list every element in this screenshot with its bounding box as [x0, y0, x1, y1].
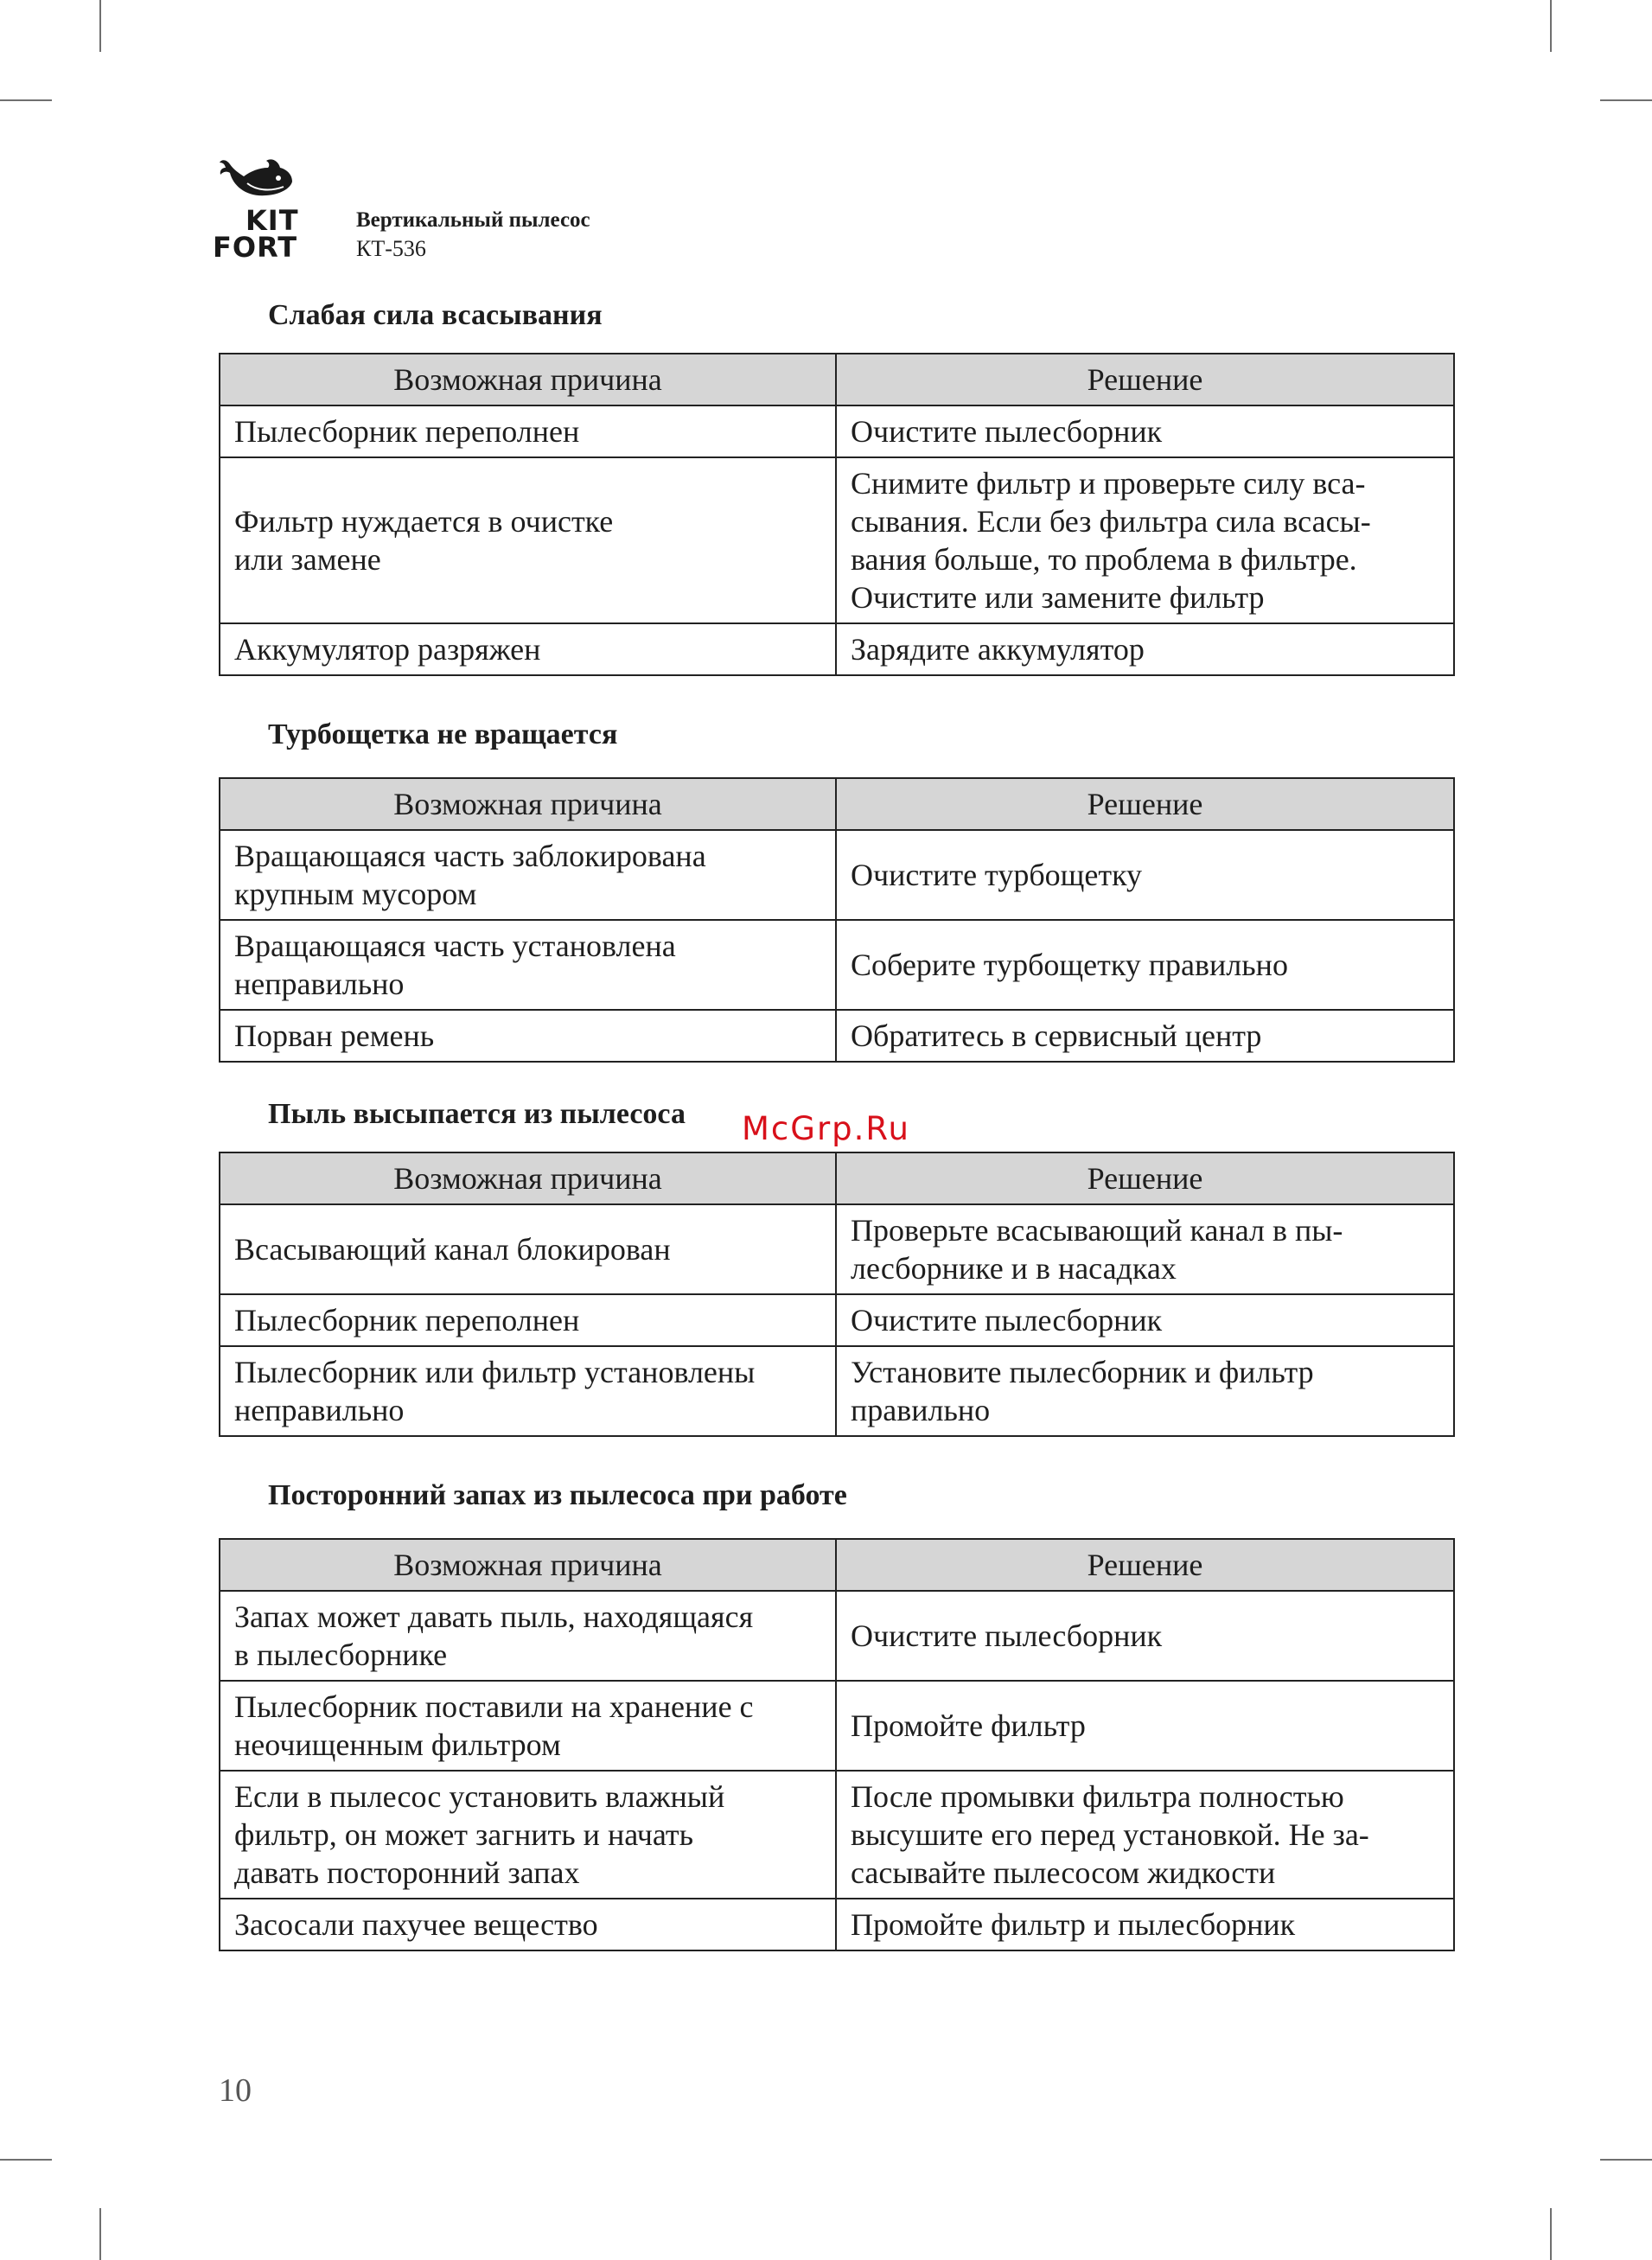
solution-cell: Снимите фильтр и проверьте силу вса- сывания. Если без фильтра сила всасы- вания больше, то проблема в фильтре. Очистите или замените фильтр — [836, 457, 1454, 623]
crop-mark — [99, 0, 101, 52]
table-row — [220, 1294, 1454, 1346]
crop-mark — [1600, 2159, 1652, 2161]
table-row — [220, 1346, 1454, 1436]
column-header-solution: Решение — [836, 1152, 1454, 1204]
crop-mark — [0, 99, 52, 101]
cause-cell: Пылесборник переполнен — [220, 1294, 836, 1346]
solution-cell: Промойте фильтр и пылесборник — [836, 1899, 1454, 1950]
brand-line-2: FORT — [213, 231, 298, 264]
table-header-row — [220, 1539, 1454, 1591]
table-row — [220, 405, 1454, 457]
cause-cell: Аккумулятор разряжен — [220, 623, 836, 675]
cause-cell: Запах может давать пыль, находящаяся в пылесборнике — [220, 1591, 836, 1681]
section-title: Пыль высыпается из пылесоса — [268, 1098, 686, 1130]
troubleshooting-table — [219, 353, 1455, 676]
brand-logo — [213, 157, 334, 270]
solution-cell: Обратитесь в сервисный центр — [836, 1010, 1454, 1062]
column-header-solution: Решение — [836, 778, 1454, 830]
watermark: McGrp.Ru — [742, 1110, 910, 1147]
column-header-cause: Возможная причина — [220, 354, 836, 405]
product-title: Вертикальный пылесос — [356, 208, 590, 232]
cause-cell: Порван ремень — [220, 1010, 836, 1062]
table-header-row — [220, 354, 1454, 405]
solution-cell: Промойте фильтр — [836, 1681, 1454, 1771]
crop-mark — [1550, 2208, 1552, 2260]
solution-cell: Зарядите аккумулятор — [836, 623, 1454, 675]
table-row — [220, 1771, 1454, 1899]
cause-cell: Вращающаяся часть заблокирована крупным мусором — [220, 830, 836, 920]
page-number: 10 — [219, 2072, 252, 2109]
cause-cell: Фильтр нуждается в очистке или замене — [220, 457, 836, 623]
table-row — [220, 830, 1454, 920]
solution-cell: Очистите пылесборник — [836, 405, 1454, 457]
column-header-cause: Возможная причина — [220, 778, 836, 830]
table-row — [220, 457, 1454, 623]
solution-cell: Очистите турбощетку — [836, 830, 1454, 920]
whale-icon — [218, 157, 296, 206]
table-header-row — [220, 778, 1454, 830]
table-row — [220, 1681, 1454, 1771]
cause-cell: Вращающаяся часть установлена неправильно — [220, 920, 836, 1010]
section-title: Слабая сила всасывания — [268, 299, 603, 331]
column-header-solution: Решение — [836, 354, 1454, 405]
crop-mark — [1550, 0, 1552, 52]
table-row — [220, 1204, 1454, 1294]
table-row — [220, 1899, 1454, 1950]
table-row — [220, 623, 1454, 675]
crop-mark — [0, 2159, 52, 2161]
solution-cell: Соберите турбощетку правильно — [836, 920, 1454, 1010]
troubleshooting-table — [219, 1538, 1455, 1951]
solution-cell: Установите пылесборник и фильтр правильно — [836, 1346, 1454, 1436]
table-header-row — [220, 1152, 1454, 1204]
cause-cell: Пылесборник переполнен — [220, 405, 836, 457]
cause-cell: Пылесборник поставили на хранение с неочищенным фильтром — [220, 1681, 836, 1771]
section-title: Посторонний запах из пылесоса при работе — [268, 1479, 847, 1511]
cause-cell: Всасывающий канал блокирован — [220, 1204, 836, 1294]
product-model: КТ-536 — [356, 236, 426, 261]
column-header-cause: Возможная причина — [220, 1539, 836, 1591]
table-row — [220, 1010, 1454, 1062]
document-header — [356, 206, 590, 263]
column-header-solution: Решение — [836, 1539, 1454, 1591]
section-title: Турбощетка не вращается — [268, 718, 618, 750]
brand-line-1: KIT — [246, 204, 299, 237]
table-row — [220, 920, 1454, 1010]
troubleshooting-table — [219, 1152, 1455, 1437]
solution-cell: Очистите пылесборник — [836, 1294, 1454, 1346]
solution-cell: После промывки фильтра полностью высушите его перед установкой. Не за- сасывайте пылесосом жидкости — [836, 1771, 1454, 1899]
troubleshooting-table — [219, 777, 1455, 1063]
crop-mark — [99, 2208, 101, 2260]
cause-cell: Пылесборник или фильтр установлены неправильно — [220, 1346, 836, 1436]
crop-mark — [1600, 99, 1652, 101]
solution-cell: Очистите пылесборник — [836, 1591, 1454, 1681]
table-row — [220, 1591, 1454, 1681]
column-header-cause: Возможная причина — [220, 1152, 836, 1204]
cause-cell: Засосали пахучее вещество — [220, 1899, 836, 1950]
cause-cell: Если в пылесос установить влажный фильтр, он может загнить и начать давать посторонний запах — [220, 1771, 836, 1899]
solution-cell: Проверьте всасывающий канал в пы- лесборнике и в насадках — [836, 1204, 1454, 1294]
